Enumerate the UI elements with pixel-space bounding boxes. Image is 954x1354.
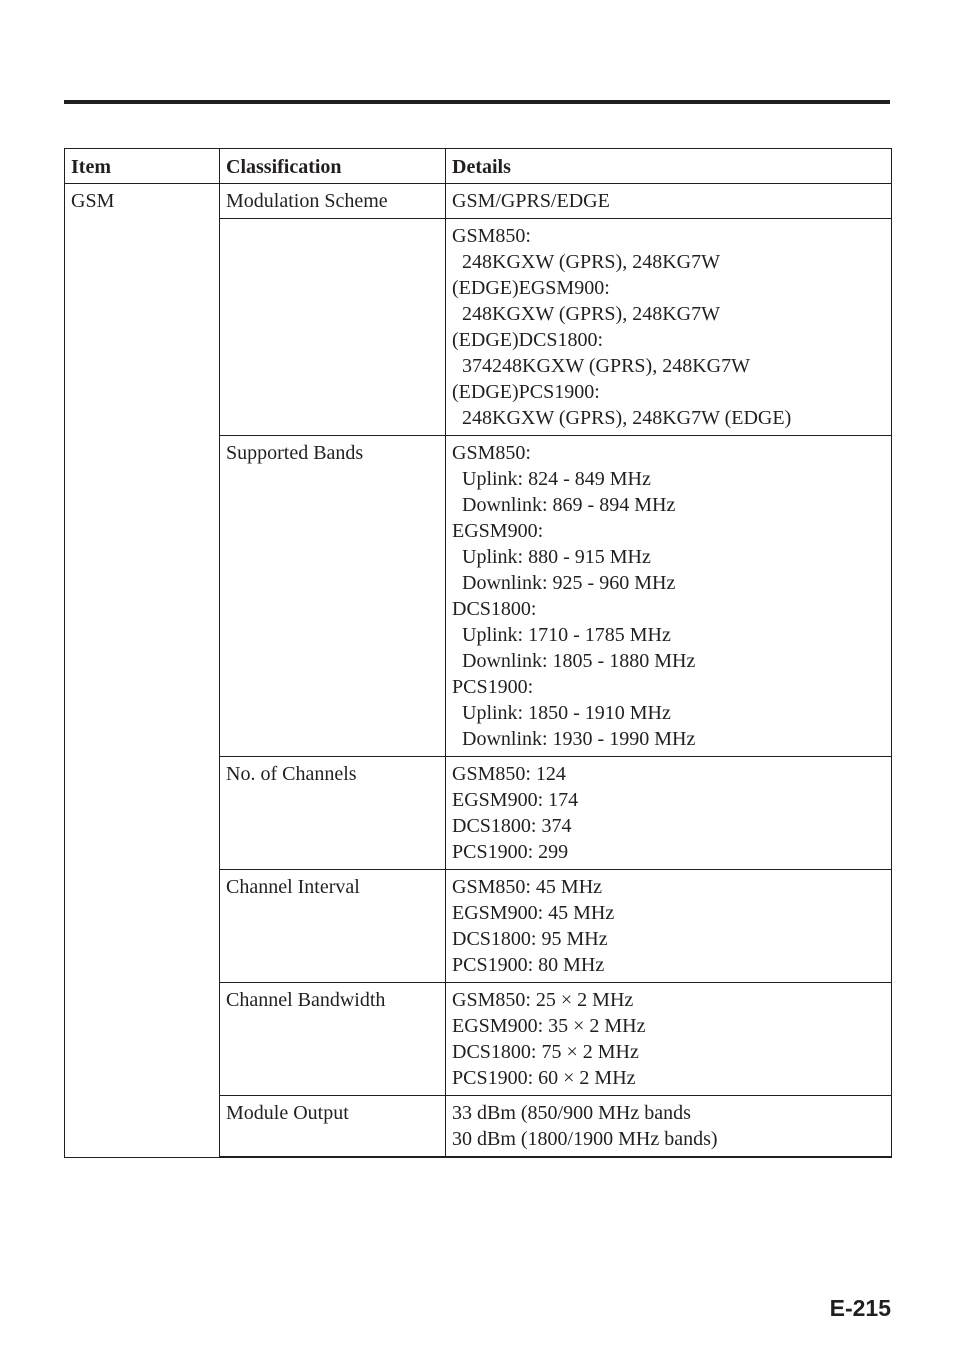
header-item: Item [65,149,220,184]
details-line: 30 dBm (1800/1900 MHz bands) [452,1128,718,1150]
classification-cell: No. of Channels [220,757,446,870]
details-line: EGSM900: 174 [452,789,579,811]
classification-cell: Channel Bandwidth [220,983,446,1096]
details-line: Uplink: 824 - 849 MHz [452,468,651,490]
details-line: DCS1800: 95 MHz [452,928,608,950]
details-line: EGSM900: [452,520,544,542]
details-line: EGSM900: 45 MHz [452,902,615,924]
details-line: GSM850: [452,225,531,247]
header-details: Details [446,149,892,184]
details-line: PCS1900: 299 [452,841,569,863]
details-line: DCS1800: 75 × 2 MHz [452,1041,639,1063]
details-line: PCS1900: [452,676,534,698]
details-line: (EDGE)PCS1900: [452,381,600,403]
details-line: Uplink: 1850 - 1910 MHz [452,702,671,724]
table-row [65,184,892,219]
spec-table [64,148,892,1158]
details-line: Uplink: 880 - 915 MHz [452,546,651,568]
details-line: Downlink: 1930 - 1990 MHz [452,728,696,750]
details-line: Downlink: 1805 - 1880 MHz [452,650,696,672]
details-line: 248KGXW (GPRS), 248KG7W (EDGE) [452,407,792,429]
details-cell [446,219,892,436]
details-line: (EDGE)DCS1800: [452,329,604,351]
details-line: EGSM900: 35 × 2 MHz [452,1015,646,1037]
details-cell [446,757,892,870]
details-cell [446,1096,892,1158]
details-line: GSM850: 25 × 2 MHz [452,989,634,1011]
details-line: Uplink: 1710 - 1785 MHz [452,624,671,646]
classification-cell [220,219,446,436]
page-number: E-215 [829,1295,891,1321]
details-line: GSM850: [452,442,531,464]
item-cell: GSM [65,184,220,1158]
classification-cell: Supported Bands [220,436,446,757]
classification-cell: Modulation Scheme [220,184,446,219]
details-cell [446,983,892,1096]
details-line: GSM/GPRS/EDGE [452,190,610,212]
details-cell [446,436,892,757]
details-line: 248KGXW (GPRS), 248KG7W [452,303,720,325]
details-line: PCS1900: 80 MHz [452,954,605,976]
details-line: (EDGE)EGSM900: [452,277,610,299]
details-line: PCS1900: 60 × 2 MHz [452,1067,636,1089]
details-cell [446,184,892,219]
table-body [65,184,892,1158]
details-cell [446,870,892,983]
details-line: Downlink: 869 - 894 MHz [452,494,676,516]
details-line: DCS1800: 374 [452,815,572,837]
top-rule [64,100,890,104]
details-line: 33 dBm (850/900 MHz bands [452,1102,691,1124]
details-line: 374248KGXW (GPRS), 248KG7W [452,355,750,377]
details-line: 248KGXW (GPRS), 248KG7W [452,251,720,273]
table-header-row [65,149,892,184]
details-line: GSM850: 45 MHz [452,876,603,898]
details-line: Downlink: 925 - 960 MHz [452,572,676,594]
classification-cell: Module Output [220,1096,446,1158]
details-line: DCS1800: [452,598,537,620]
header-classification: Classification [220,149,446,184]
classification-cell: Channel Interval [220,870,446,983]
details-line: GSM850: 124 [452,763,566,785]
